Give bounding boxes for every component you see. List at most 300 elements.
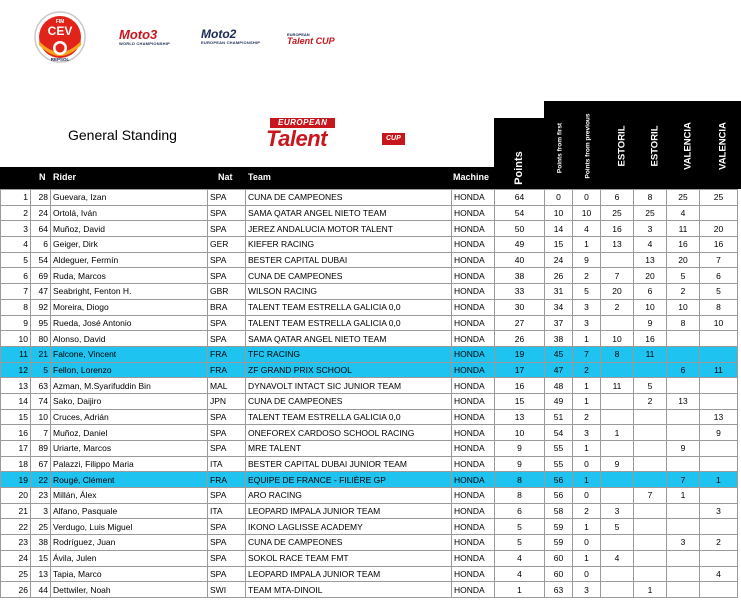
points-from-first-cell: 37 <box>545 315 573 331</box>
etc-logo-european: EUROPEAN <box>270 118 335 128</box>
nationality-cell: SPA <box>208 488 246 504</box>
race-4-cell: 20 <box>700 221 738 237</box>
team-cell: BESTER CAPITAL DUBAI <box>246 252 452 268</box>
rider-cell: Verdugo, Luis Miguel <box>51 519 208 535</box>
points-from-first-cell: 0 <box>545 190 573 206</box>
nationality-cell: SPA <box>208 566 246 582</box>
points-from-first-cell: 49 <box>545 393 573 409</box>
number-cell: 74 <box>31 393 51 409</box>
machine-cell: HONDA <box>452 315 495 331</box>
nationality-cell: FRA <box>208 472 246 488</box>
race-3-cell <box>667 409 700 425</box>
number-cell: 21 <box>31 346 51 362</box>
points-from-first-cell: 59 <box>545 535 573 551</box>
number-cell: 15 <box>31 550 51 566</box>
race-2-cell: 11 <box>634 346 667 362</box>
nationality-cell: BRA <box>208 299 246 315</box>
position-cell: 13 <box>1 378 31 394</box>
rider-cell: Palazzi, Filippo Maria <box>51 456 208 472</box>
race-1-cell: 1 <box>601 425 634 441</box>
moto3-logo-text: Moto3 <box>119 27 158 42</box>
race-2-cell: 9 <box>634 315 667 331</box>
race-1-cell <box>601 362 634 378</box>
race-2-cell <box>634 456 667 472</box>
position-cell: 9 <box>1 315 31 331</box>
position-cell: 24 <box>1 550 31 566</box>
points-from-previous-cell: 5 <box>573 284 601 300</box>
number-cell: 64 <box>31 221 51 237</box>
table-row <box>1 299 738 315</box>
points-cell: 64 <box>495 190 545 206</box>
points-from-first-cell: 47 <box>545 362 573 378</box>
team-cell: IKONO LAGLISSE ACADEMY <box>246 519 452 535</box>
machine-cell: HONDA <box>452 362 495 378</box>
race-3-cell <box>667 425 700 441</box>
machine-cell: HONDA <box>452 519 495 535</box>
machine-cell: HONDA <box>452 268 495 284</box>
talent-cup-small-logo <box>287 33 335 46</box>
race-3-cell <box>667 503 700 519</box>
team-cell: KIEFER RACING <box>246 237 452 253</box>
race-2-cell: 3 <box>634 221 667 237</box>
points-from-previous-cell: 7 <box>573 346 601 362</box>
position-cell: 21 <box>1 503 31 519</box>
race-1-cell: 6 <box>601 190 634 206</box>
number-cell: 5 <box>31 362 51 378</box>
nationality-cell: JPN <box>208 393 246 409</box>
race-4-cell: 11 <box>700 362 738 378</box>
rider-cell: Alfano, Pasquale <box>51 503 208 519</box>
race-1-cell: 25 <box>601 205 634 221</box>
race-3-cell: 10 <box>667 299 700 315</box>
points-from-first-cell: 54 <box>545 425 573 441</box>
points-from-previous-cell: 0 <box>573 535 601 551</box>
rider-cell: Muñoz, Daniel <box>51 425 208 441</box>
moto2-logo-text: Moto2 <box>201 27 237 41</box>
header-team: Team <box>248 172 271 182</box>
cev-logo-main: CEV <box>47 24 73 38</box>
rider-cell: Ávila, Julen <box>51 550 208 566</box>
nationality-cell: GER <box>208 237 246 253</box>
points-from-previous-cell: 1 <box>573 378 601 394</box>
machine-cell: HONDA <box>452 393 495 409</box>
points-from-previous-cell: 1 <box>573 331 601 347</box>
race-3-cell <box>667 346 700 362</box>
race-4-cell <box>700 331 738 347</box>
rider-cell: Alonso, David <box>51 331 208 347</box>
points-from-first-cell: 51 <box>545 409 573 425</box>
points-cell: 33 <box>495 284 545 300</box>
number-cell: 92 <box>31 299 51 315</box>
race-4-cell: 3 <box>700 503 738 519</box>
nationality-cell: GBR <box>208 284 246 300</box>
points-from-previous-cell: 1 <box>573 550 601 566</box>
race-4-cell <box>700 393 738 409</box>
header-race-4: VALENCIA <box>717 122 729 170</box>
team-cell: EQUIPE DE FRANCE - FILIÈRE GP <box>246 472 452 488</box>
team-cell: TFC RACING <box>246 346 452 362</box>
race-1-cell: 8 <box>601 346 634 362</box>
number-cell: 80 <box>31 331 51 347</box>
talent-cup-small-pre: EUROPEAN <box>287 32 310 37</box>
race-4-cell: 16 <box>700 237 738 253</box>
rider-cell: Fellon, Lorenzo <box>51 362 208 378</box>
table-row <box>1 425 738 441</box>
points-cell: 40 <box>495 252 545 268</box>
position-cell: 8 <box>1 299 31 315</box>
points-from-first-cell: 31 <box>545 284 573 300</box>
race-4-cell: 1 <box>700 472 738 488</box>
table-row <box>1 566 738 582</box>
points-cell: 4 <box>495 566 545 582</box>
points-cell: 8 <box>495 472 545 488</box>
points-from-first-cell: 26 <box>545 268 573 284</box>
race-2-cell: 8 <box>634 190 667 206</box>
number-cell: 3 <box>31 503 51 519</box>
race-3-cell: 2 <box>667 284 700 300</box>
race-4-cell: 25 <box>700 190 738 206</box>
table-row <box>1 315 738 331</box>
race-2-cell <box>634 409 667 425</box>
race-1-cell <box>601 409 634 425</box>
race-3-cell: 3 <box>667 535 700 551</box>
cev-logo-icon <box>34 11 86 63</box>
race-3-cell <box>667 519 700 535</box>
race-2-cell <box>634 441 667 457</box>
team-cell: WILSON RACING <box>246 284 452 300</box>
race-2-cell <box>634 425 667 441</box>
position-cell: 4 <box>1 237 31 253</box>
points-cell: 10 <box>495 425 545 441</box>
points-from-first-cell: 63 <box>545 582 573 598</box>
points-from-previous-cell: 1 <box>573 393 601 409</box>
nationality-cell: FRA <box>208 362 246 378</box>
cev-logo-top: FIM <box>55 19 65 25</box>
header-machine: Machine <box>453 172 490 182</box>
machine-cell: HONDA <box>452 284 495 300</box>
race-2-cell: 25 <box>634 205 667 221</box>
points-from-previous-cell: 1 <box>573 441 601 457</box>
number-cell: 67 <box>31 456 51 472</box>
points-from-previous-cell: 1 <box>573 519 601 535</box>
team-cell: CUNA DE CAMPEONES <box>246 190 452 206</box>
points-cell: 9 <box>495 456 545 472</box>
rider-cell: Aldeguer, Fermín <box>51 252 208 268</box>
race-3-cell <box>667 456 700 472</box>
nationality-cell: SPA <box>208 441 246 457</box>
rider-cell: Rodríguez, Juan <box>51 535 208 551</box>
rider-cell: Cruces, Adrián <box>51 409 208 425</box>
position-cell: 10 <box>1 331 31 347</box>
points-from-first-cell: 14 <box>545 221 573 237</box>
table-row <box>1 456 738 472</box>
table-row <box>1 582 738 598</box>
nationality-cell: ITA <box>208 456 246 472</box>
position-cell: 23 <box>1 535 31 551</box>
number-cell: 25 <box>31 519 51 535</box>
race-3-cell <box>667 550 700 566</box>
points-from-first-cell: 38 <box>545 331 573 347</box>
points-cell: 17 <box>495 362 545 378</box>
machine-cell: HONDA <box>452 252 495 268</box>
race-1-cell <box>601 582 634 598</box>
race-4-cell <box>700 456 738 472</box>
nationality-cell: SPA <box>208 425 246 441</box>
position-cell: 15 <box>1 409 31 425</box>
header-points: Points <box>513 151 525 185</box>
table-row <box>1 488 738 504</box>
machine-cell: HONDA <box>452 550 495 566</box>
rider-cell: Rougé, Clément <box>51 472 208 488</box>
points-from-previous-cell: 0 <box>573 190 601 206</box>
race-4-cell: 6 <box>700 268 738 284</box>
rider-cell: Muñoz, David <box>51 221 208 237</box>
race-2-cell: 10 <box>634 299 667 315</box>
talent-cup-small-text: Talent CUP <box>287 36 335 46</box>
race-2-cell <box>634 472 667 488</box>
machine-cell: HONDA <box>452 409 495 425</box>
points-from-first-cell: 10 <box>545 205 573 221</box>
race-4-cell <box>700 346 738 362</box>
team-cell: SAMA QATAR ANGEL NIETO TEAM <box>246 331 452 347</box>
number-cell: 95 <box>31 315 51 331</box>
race-4-cell: 8 <box>700 299 738 315</box>
race-1-cell <box>601 488 634 504</box>
race-4-cell: 9 <box>700 425 738 441</box>
points-from-previous-cell: 2 <box>573 268 601 284</box>
points-from-previous-cell: 2 <box>573 409 601 425</box>
team-cell: DYNAVOLT INTACT SIC JUNIOR TEAM <box>246 378 452 394</box>
table-row <box>1 393 738 409</box>
number-cell: 54 <box>31 252 51 268</box>
team-cell: TALENT TEAM ESTRELLA GALICIA 0,0 <box>246 409 452 425</box>
machine-cell: HONDA <box>452 535 495 551</box>
team-cell: TALENT TEAM ESTRELLA GALICIA 0,0 <box>246 299 452 315</box>
machine-cell: HONDA <box>452 205 495 221</box>
points-from-previous-cell: 0 <box>573 456 601 472</box>
points-from-previous-cell: 3 <box>573 425 601 441</box>
race-1-cell: 9 <box>601 456 634 472</box>
position-cell: 20 <box>1 488 31 504</box>
race-2-cell: 2 <box>634 393 667 409</box>
race-3-cell: 13 <box>667 393 700 409</box>
points-cell: 13 <box>495 409 545 425</box>
position-cell: 7 <box>1 284 31 300</box>
race-3-cell: 20 <box>667 252 700 268</box>
points-from-first-cell: 24 <box>545 252 573 268</box>
table-row <box>1 409 738 425</box>
machine-cell: HONDA <box>452 378 495 394</box>
race-1-cell: 3 <box>601 503 634 519</box>
table-row <box>1 472 738 488</box>
etc-logo-talent: Talent <box>266 126 327 151</box>
nationality-cell: SPA <box>208 315 246 331</box>
position-cell: 17 <box>1 441 31 457</box>
table-row <box>1 268 738 284</box>
race-1-cell: 13 <box>601 237 634 253</box>
points-cell: 27 <box>495 315 545 331</box>
race-1-cell <box>601 252 634 268</box>
points-from-previous-cell: 2 <box>573 362 601 378</box>
nationality-cell: SPA <box>208 331 246 347</box>
points-cell: 50 <box>495 221 545 237</box>
race-2-cell <box>634 362 667 378</box>
points-from-first-cell: 59 <box>545 519 573 535</box>
points-from-first-cell: 60 <box>545 566 573 582</box>
rider-cell: Uriarte, Marcos <box>51 441 208 457</box>
team-cell: ZF GRAND PRIX SCHOOL <box>246 362 452 378</box>
points-cell: 5 <box>495 535 545 551</box>
race-3-cell <box>667 331 700 347</box>
points-cell: 9 <box>495 441 545 457</box>
race-4-cell <box>700 488 738 504</box>
points-from-previous-cell: 9 <box>573 252 601 268</box>
number-cell: 69 <box>31 268 51 284</box>
moto3-logo-sub: WORLD CHAMPIONSHIP <box>119 41 170 46</box>
race-2-cell: 16 <box>634 331 667 347</box>
table-row <box>1 519 738 535</box>
table-row <box>1 237 738 253</box>
points-from-previous-cell: 1 <box>573 472 601 488</box>
header-nationality: Nat <box>218 172 233 182</box>
race-3-cell <box>667 582 700 598</box>
header-race-3: VALENCIA <box>682 122 694 170</box>
rider-cell: Guevara, Izan <box>51 190 208 206</box>
nationality-cell: SPA <box>208 221 246 237</box>
team-cell: MRE TALENT <box>246 441 452 457</box>
machine-cell: HONDA <box>452 456 495 472</box>
race-4-cell <box>700 519 738 535</box>
race-1-cell <box>601 441 634 457</box>
race-2-cell: 13 <box>634 252 667 268</box>
machine-cell: HONDA <box>452 346 495 362</box>
table-row <box>1 535 738 551</box>
race-3-cell: 9 <box>667 441 700 457</box>
race-4-cell: 10 <box>700 315 738 331</box>
race-4-cell: 4 <box>700 566 738 582</box>
race-3-cell: 6 <box>667 362 700 378</box>
position-cell: 2 <box>1 205 31 221</box>
table-row <box>1 441 738 457</box>
race-3-cell: 5 <box>667 268 700 284</box>
moto2-logo <box>201 28 260 45</box>
position-cell: 25 <box>1 566 31 582</box>
race-header-bg <box>544 101 741 168</box>
race-2-cell <box>634 503 667 519</box>
table-row <box>1 205 738 221</box>
points-cell: 30 <box>495 299 545 315</box>
machine-cell: HONDA <box>452 582 495 598</box>
position-cell: 12 <box>1 362 31 378</box>
number-cell: 10 <box>31 409 51 425</box>
position-cell: 16 <box>1 425 31 441</box>
race-1-cell <box>601 315 634 331</box>
race-1-cell: 10 <box>601 331 634 347</box>
team-cell: CUNA DE CAMPEONES <box>246 268 452 284</box>
race-1-cell <box>601 393 634 409</box>
points-cell: 5 <box>495 519 545 535</box>
number-cell: 63 <box>31 378 51 394</box>
team-cell: ARO RACING <box>246 488 452 504</box>
position-cell: 26 <box>1 582 31 598</box>
number-cell: 23 <box>31 488 51 504</box>
number-cell: 6 <box>31 237 51 253</box>
moto3-logo <box>119 28 170 46</box>
points-from-previous-cell: 1 <box>573 237 601 253</box>
points-from-first-cell: 58 <box>545 503 573 519</box>
position-cell: 1 <box>1 190 31 206</box>
race-1-cell <box>601 566 634 582</box>
nationality-cell: SPA <box>208 268 246 284</box>
race-1-cell: 20 <box>601 284 634 300</box>
header-points-from-previous: Points from previous <box>584 113 592 179</box>
number-cell: 24 <box>31 205 51 221</box>
points-from-first-cell: 56 <box>545 488 573 504</box>
rider-cell: Moreira, Diogo <box>51 299 208 315</box>
logo-bar <box>0 0 741 66</box>
points-from-previous-cell: 0 <box>573 566 601 582</box>
standings-table <box>0 189 738 598</box>
race-1-cell: 4 <box>601 550 634 566</box>
team-cell: BESTER CAPITAL DUBAI JUNIOR TEAM <box>246 456 452 472</box>
race-3-cell: 8 <box>667 315 700 331</box>
race-3-cell: 16 <box>667 237 700 253</box>
header-points-from-first: Points from first <box>556 122 564 174</box>
race-2-cell <box>634 566 667 582</box>
rider-cell: Ruda, Marcos <box>51 268 208 284</box>
race-4-cell: 5 <box>700 284 738 300</box>
table-row <box>1 346 738 362</box>
header-race-1: ESTORIL <box>616 125 628 167</box>
standings-body <box>1 190 738 598</box>
points-from-previous-cell: 3 <box>573 582 601 598</box>
race-2-cell: 1 <box>634 582 667 598</box>
race-3-cell: 1 <box>667 488 700 504</box>
nationality-cell: SPA <box>208 252 246 268</box>
position-cell: 22 <box>1 519 31 535</box>
position-cell: 11 <box>1 346 31 362</box>
european-talent-cup-logo <box>266 118 434 154</box>
points-from-first-cell: 55 <box>545 441 573 457</box>
race-4-cell: 7 <box>700 252 738 268</box>
race-1-cell <box>601 472 634 488</box>
race-4-cell <box>700 441 738 457</box>
number-cell: 38 <box>31 535 51 551</box>
table-row <box>1 362 738 378</box>
page-title: General Standing <box>68 127 177 143</box>
table-row <box>1 378 738 394</box>
machine-cell: HONDA <box>452 503 495 519</box>
points-from-first-cell: 45 <box>545 346 573 362</box>
machine-cell: HONDA <box>452 190 495 206</box>
race-4-cell <box>700 378 738 394</box>
points-from-previous-cell: 0 <box>573 488 601 504</box>
number-cell: 47 <box>31 284 51 300</box>
moto2-logo-sub: EUROPEAN CHAMPIONSHIP <box>201 40 261 45</box>
race-2-cell <box>634 550 667 566</box>
race-2-cell: 4 <box>634 237 667 253</box>
number-cell: 44 <box>31 582 51 598</box>
race-4-cell <box>700 205 738 221</box>
number-cell: 22 <box>31 472 51 488</box>
race-1-cell <box>601 535 634 551</box>
race-1-cell: 16 <box>601 221 634 237</box>
team-cell: ONEFOREX CARDOSO SCHOOL RACING <box>246 425 452 441</box>
header-number: N <box>39 172 46 182</box>
race-3-cell: 25 <box>667 190 700 206</box>
team-cell: SOKOL RACE TEAM FMT <box>246 550 452 566</box>
points-cell: 8 <box>495 488 545 504</box>
